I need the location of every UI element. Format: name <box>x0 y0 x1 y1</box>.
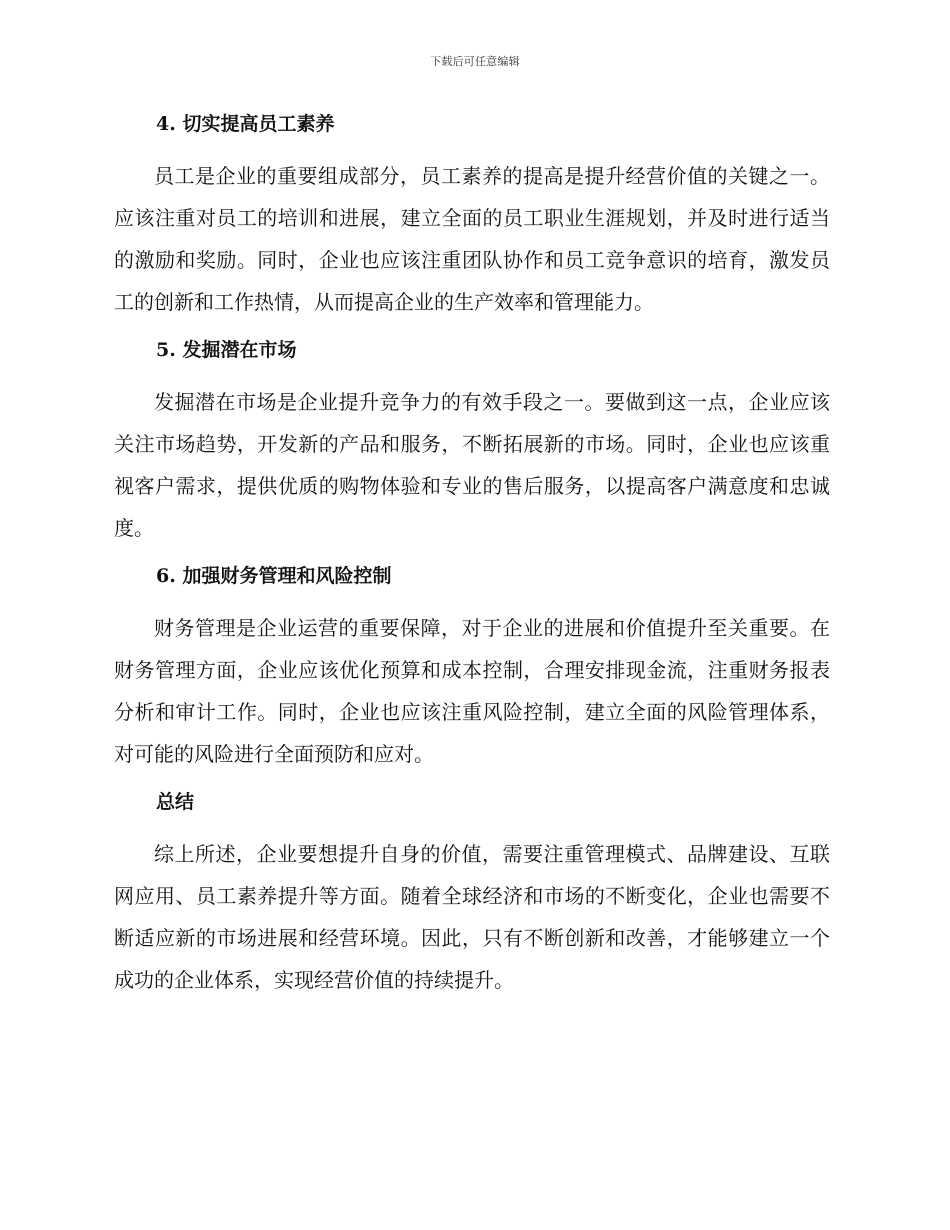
section-heading: 6. 加强财务管理和风险控制 <box>156 565 392 587</box>
section-summary <box>114 781 830 1007</box>
section-heading: 总结 <box>156 791 195 813</box>
section-heading: 4. 切实提高员工素养 <box>156 113 335 135</box>
section-paragraph: 员工是企业的重要组成部分，员工素养的提高是提升经营价值的关键之一。应该注重对员工的培训和进展，建立全面的员工职业生涯规划，并及时进行适当的激励和奖励。同时，企业也应该注重团队协作和员工竞争意识的培育，激发员工的创新和工作热情，从而提高企业的生产效率和管理能力。 <box>114 164 830 314</box>
section-heading: 5. 发掘潜在市场 <box>156 339 297 361</box>
section-staff-quality <box>114 103 830 329</box>
document-body <box>114 103 830 1007</box>
section-potential-market <box>114 329 830 555</box>
section-paragraph: 财务管理是企业运营的重要保障，对于企业的进展和价值提升至关重要。在财务管理方面，企业应该优化预算和成本控制，合理安排现金流，注重财务报表分析和审计工作。同时，企业也应该注重风险控制，建立全面的风险管理体系，对可能的风险进行全面预防和应对。 <box>114 616 830 766</box>
section-finance-risk <box>114 555 830 781</box>
page-header: 下载后可任意编辑 <box>430 55 520 68</box>
section-paragraph: 发掘潜在市场是企业提升竞争力的有效手段之一。要做到这一点，企业应该关注市场趋势，开发新的产品和服务，不断拓展新的市场。同时，企业也应该重视客户需求，提供优质的购物体验和专业的售后服务，以提高客户满意度和忠诚度。 <box>114 390 830 540</box>
section-paragraph: 综上所述，企业要想提升自身的价值，需要注重管理模式、品牌建设、互联网应用、员工素养提升等方面。随着全球经济和市场的不断变化，企业也需要不断适应新的市场进展和经营环境。因此，只有不断创新和改善，才能够建立一个成功的企业体系，实现经营价值的持续提升。 <box>114 842 830 992</box>
